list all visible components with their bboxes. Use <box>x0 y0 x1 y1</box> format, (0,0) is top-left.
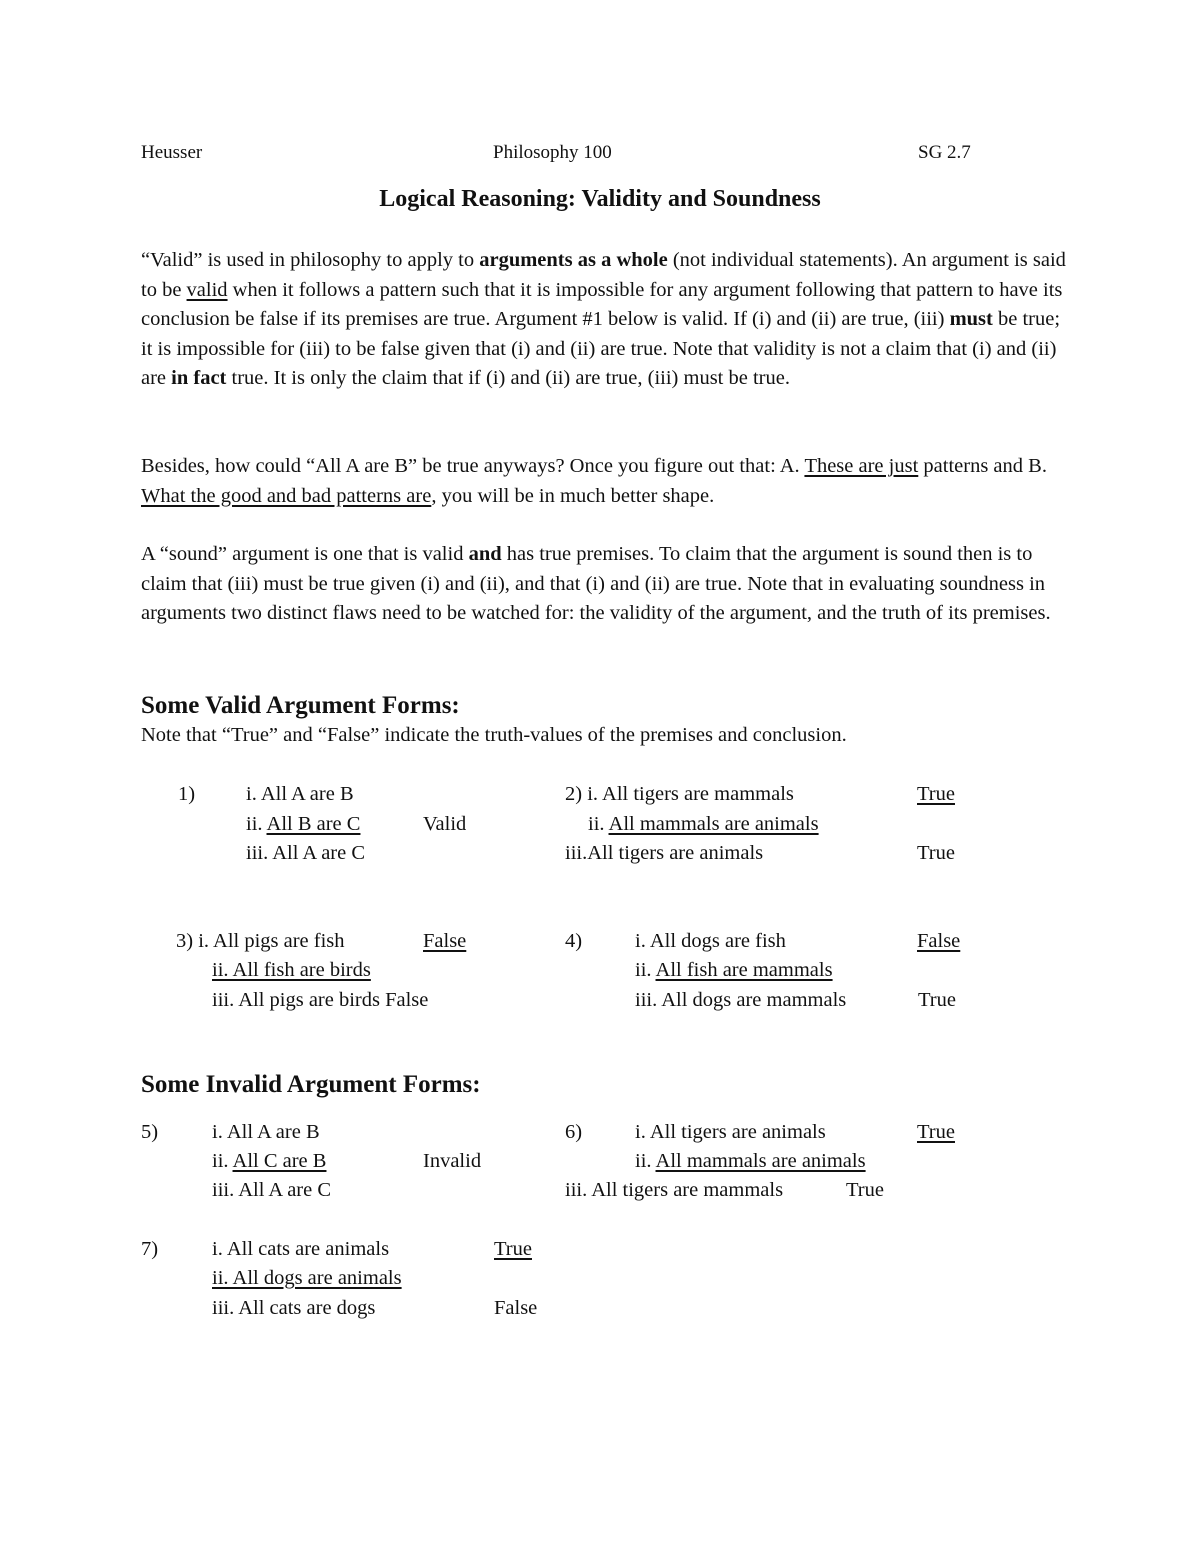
p1-bold-in-fact: in fact <box>171 367 227 389</box>
p2-underline-b: What the good and bad patterns are <box>141 484 432 507</box>
p1-text-i: true. It is only the claim that if (i) and (ii) are true, (iii) must be true. <box>226 367 790 389</box>
arg4-number: 4) <box>565 930 583 952</box>
page-title: Logical Reasoning: Validity and Soundness <box>379 186 821 212</box>
p1-text-a: “Valid” is used in philosophy to apply to <box>141 249 480 271</box>
arg1-number: 1) <box>178 783 196 805</box>
p1-text-e: when it follows a pattern such that it is impossible for any argument following that pattern to have its conclusion be false if its premises are true. Argument #1 below is valid. If (i) and (ii) are true, (iii) <box>141 278 1063 330</box>
arg7-truth-3: False <box>494 1297 538 1319</box>
arg6-premise-2: ii. All mammals are animals <box>635 1150 866 1172</box>
p3-text-c: has true premises. To claim that the argument is sound then is to claim that (iii) must be true given (i) and (ii), and that (i) and (ii) are true. Note that in evaluating soundness in arguments two distinct flaws need to be watched for: the validity of the argument, and the truth of its premises. <box>141 543 1051 624</box>
p3-text-a: A “sound” argument is one that is valid <box>141 543 469 565</box>
arg4-truth-1: False <box>917 930 961 952</box>
p1-bold-must: must <box>949 308 993 330</box>
arg5-premise-2: ii. All C are B <box>212 1150 327 1172</box>
paragraph-soundness <box>141 540 1071 629</box>
p2-text-a: Besides, how could “All A are B” be true anyways? Once you figure out that: A. <box>141 455 805 477</box>
arg6-conclusion: iii. All tigers are mammals <box>565 1179 784 1201</box>
p2-text-c: patterns and B. <box>918 455 1047 477</box>
p1-underline-valid: valid <box>186 278 228 301</box>
header-code: SG 2.7 <box>918 142 971 163</box>
arg7-conclusion: iii. All cats are dogs <box>212 1297 376 1319</box>
arg7-number: 7) <box>141 1238 159 1260</box>
section-heading-valid: Some Valid Argument Forms: <box>141 692 460 719</box>
p1-text-g: be true; it is impossible for (iii) to be false given that (i) and (ii) are true. Note that validity is not a claim that (i) and (ii) are <box>141 308 1061 389</box>
arg6-truth-3: True <box>846 1179 884 1201</box>
arg4-conclusion: iii. All dogs are mammals <box>635 989 847 1011</box>
arg7-truth-1: True <box>494 1238 532 1260</box>
arg3-truth-1: False <box>423 930 467 952</box>
header-author: Heusser <box>141 142 203 163</box>
arg6-truth-1: True <box>917 1121 955 1143</box>
paragraph-patterns <box>141 452 1071 511</box>
arg1-conclusion: iii. All A are C <box>246 842 366 864</box>
p1-bold-a: arguments as a whole <box>479 249 668 271</box>
p1-text-c: (not individual statements). An argument is said to be <box>141 249 1066 301</box>
valid-section-note: Note that “True” and “False” indicate the truth-values of the premises and conclusion. <box>141 724 847 746</box>
arg2-truth-1: True <box>917 783 955 805</box>
p3-bold-and: and <box>468 543 502 565</box>
arg2-truth-3: True <box>917 842 955 864</box>
arg1-premise-2: ii. All B are C <box>246 813 361 835</box>
arg7-premise-2: ii. All dogs are animals <box>212 1267 402 1289</box>
arg3-premise-1: 3) i. All pigs are fish <box>176 930 345 952</box>
arg3-conclusion: iii. All pigs are birds False <box>212 989 429 1011</box>
arg5-premise-1: i. All A are B <box>212 1121 320 1143</box>
arg2-premise-2: ii. All mammals are animals <box>588 813 819 835</box>
section-heading-invalid: Some Invalid Argument Forms: <box>141 1071 481 1098</box>
arg5-conclusion: iii. All A are C <box>212 1179 332 1201</box>
arg5-label: Invalid <box>423 1150 482 1172</box>
arg3-premise-2: ii. All fish are birds <box>212 959 371 981</box>
arg4-truth-3: True <box>918 989 956 1011</box>
p2-underline-a: These are just <box>804 455 919 477</box>
arg2-premise-1: 2) i. All tigers are mammals <box>565 783 794 805</box>
arg1-label: Valid <box>423 813 467 835</box>
arg2-conclusion: iii.All tigers are animals <box>565 842 764 864</box>
arg6-number: 6) <box>565 1121 583 1143</box>
header-course: Philosophy 100 <box>493 142 612 163</box>
arg4-premise-2: ii. All fish are mammals <box>635 959 833 981</box>
arg7-premise-1: i. All cats are animals <box>212 1238 390 1260</box>
p2-text-e: , you will be in much better shape. <box>431 484 715 507</box>
arg4-premise-1: i. All dogs are fish <box>635 930 786 952</box>
arg5-number: 5) <box>141 1121 159 1143</box>
arg6-premise-1: i. All tigers are animals <box>635 1121 826 1143</box>
paragraph-validity <box>141 246 1071 394</box>
arg1-premise-1: i. All A are B <box>246 783 354 805</box>
